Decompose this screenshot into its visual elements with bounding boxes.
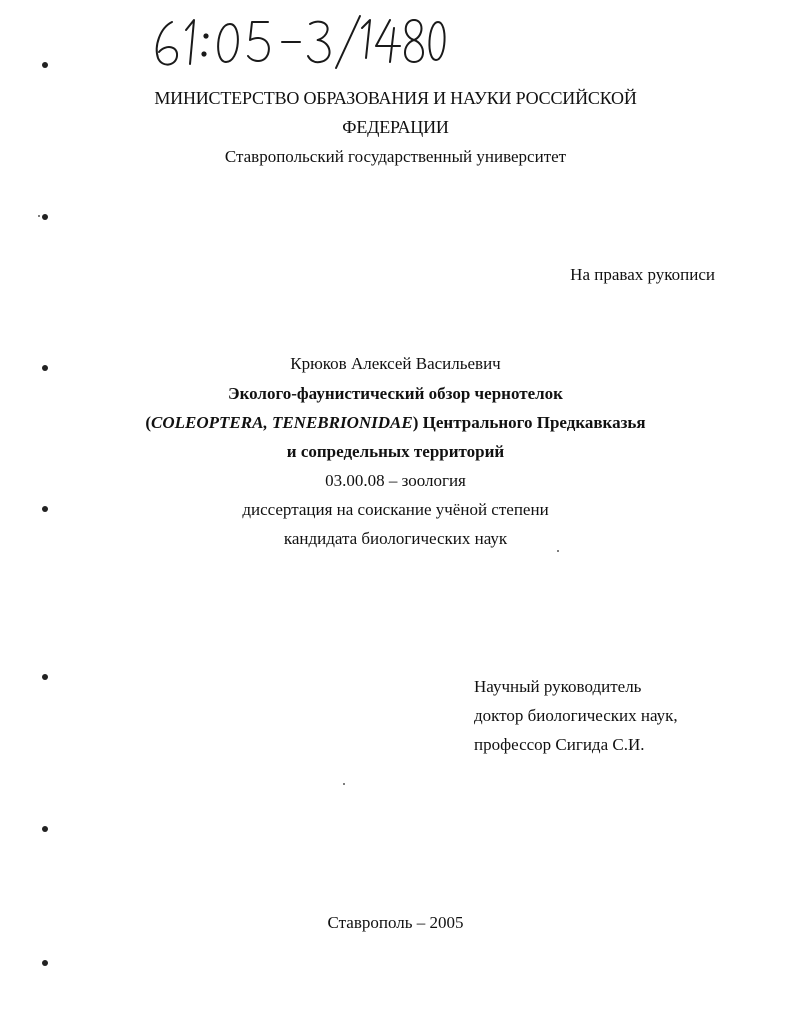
ministry-line-2: ФЕДЕРАЦИИ — [342, 117, 449, 137]
university-name: Ставропольский государственный университет — [224, 147, 567, 166]
degree-line-1: диссертация на соискание учёной степени — [242, 500, 549, 519]
scan-speck — [38, 215, 40, 217]
ministry-line-1: МИНИСТЕРСТВО ОБРАЗОВАНИЯ И НАУКИ РОССИЙСКОЙ — [154, 88, 637, 108]
title-line-2 — [0, 413, 791, 433]
author-name: Крюков Алексей Васильевич — [290, 354, 501, 373]
binding-dot — [42, 674, 48, 680]
manuscript-note: На правах рукописи — [570, 265, 715, 284]
title-line-3: и сопредельных территорий — [286, 442, 505, 461]
supervisor-line-2: доктор биологических наук, — [474, 706, 678, 725]
scan-speck — [557, 550, 559, 552]
supervisor-line-3: профессор Сигида С.И. — [474, 735, 645, 754]
supervisor-line-1: Научный руководитель — [474, 677, 642, 696]
binding-dot — [42, 62, 48, 68]
title-taxon: COLEOPTERA, TENEBRIONIDAE — [151, 413, 413, 432]
title-line-1: Эколого-фаунистический обзор чернотелок — [228, 384, 563, 403]
title-open-paren: ( — [145, 413, 152, 432]
binding-dot — [42, 826, 48, 832]
handwritten-catalog-number — [150, 12, 450, 70]
specialty-code: 03.00.08 – зоология — [325, 471, 466, 490]
title-region: ) Центрального Предкавказья — [412, 413, 646, 432]
binding-dot — [42, 365, 48, 371]
degree-line-2: кандидата биологических наук — [283, 529, 508, 548]
scan-speck — [343, 783, 345, 785]
binding-dot — [42, 506, 48, 512]
binding-dot — [42, 214, 48, 220]
city-year: Ставрополь – 2005 — [327, 913, 464, 932]
binding-dot — [42, 960, 48, 966]
